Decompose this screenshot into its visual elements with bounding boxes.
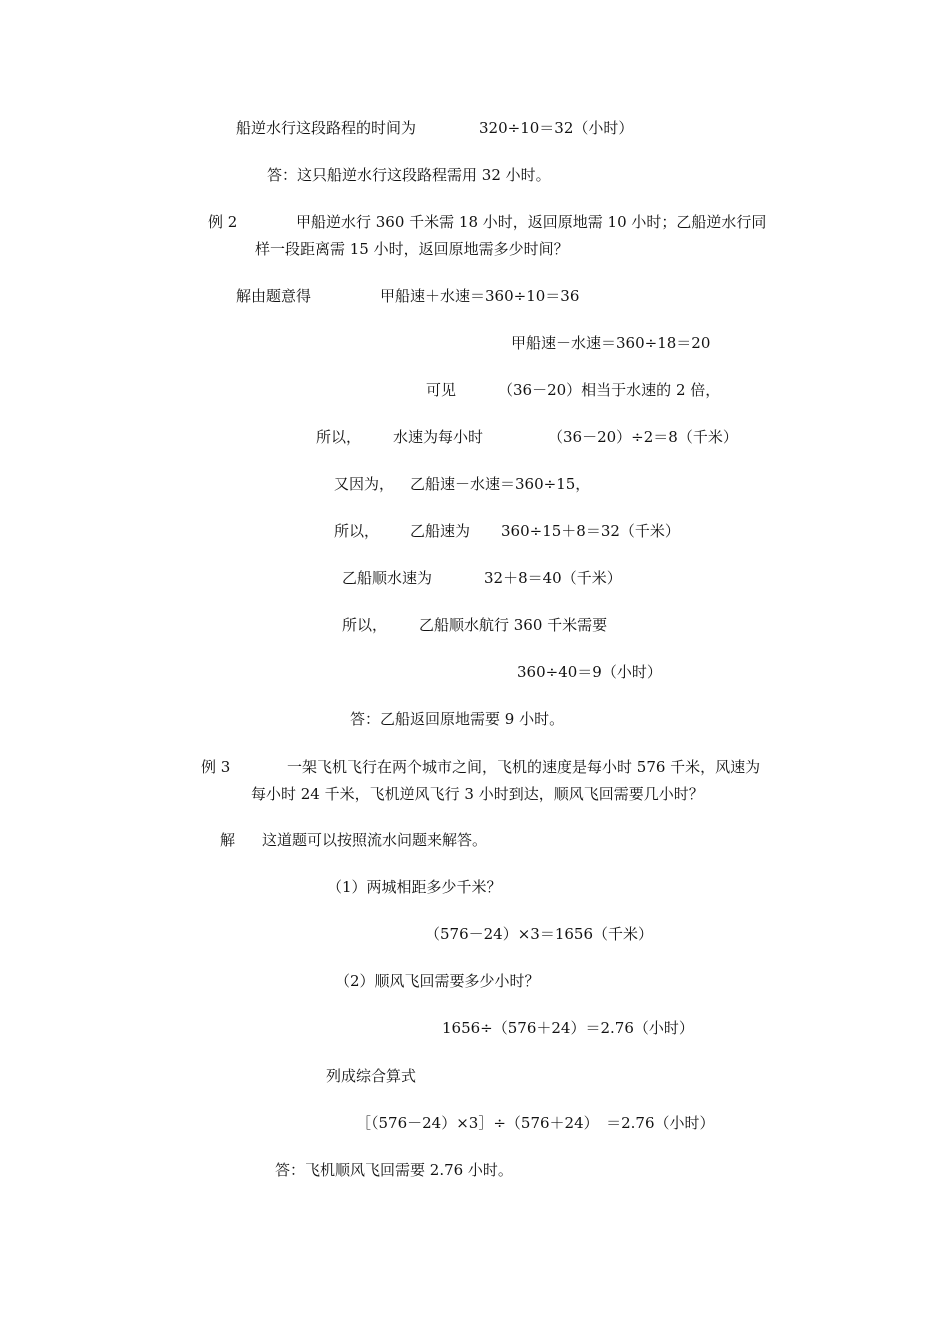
- step-text: 所以，: [316, 428, 362, 446]
- equation: 1656÷（576＋24）＝2.76（小时）: [442, 1019, 694, 1037]
- equation: （36－20）÷2＝8（千米）: [548, 428, 738, 446]
- problem-text: 样一段距离需 15 小时，返回原地需多少时间？: [255, 240, 569, 258]
- problem-text: 每小时 24 千米，飞机逆风飞行 3 小时到达，顺风飞回需要几小时？: [251, 785, 704, 803]
- problem-text: 一架飞机飞行在两个城市之间，飞机的速度是每小时 576 千米，风速为: [287, 758, 761, 776]
- answer-text: 答：这只船逆水行这段路程需用 32 小时。: [267, 166, 551, 184]
- step-text: 又因为，: [334, 475, 395, 493]
- equation: ［（576－24）×3］÷（576＋24） ＝2.76（小时）: [356, 1114, 715, 1132]
- step-text: （36－20）相当于水速的 2 倍，: [498, 381, 721, 399]
- example-label: 例 3: [201, 758, 231, 776]
- answer-text: 答：乙船返回原地需要 9 小时。: [350, 710, 565, 728]
- step-text: 所以，: [334, 522, 380, 540]
- answer-text: 答：飞机顺风飞回需要 2.76 小时。: [275, 1161, 513, 1179]
- step-text: 乙船顺水速为: [342, 569, 433, 587]
- equation: 360÷15＋8＝32（千米）: [501, 522, 680, 540]
- step-text: 可见: [426, 381, 457, 399]
- equation: 甲船速－水速＝360÷18＝20: [511, 334, 711, 352]
- solution-label: 解: [220, 831, 236, 849]
- step-text: 水速为每小时: [393, 428, 484, 446]
- equation: 360÷40＝9（小时）: [517, 663, 662, 681]
- example-label: 例 2: [208, 213, 238, 231]
- step-text: 乙船顺水航行 360 千米需要: [419, 616, 608, 634]
- step-text: 乙船速为: [410, 522, 471, 540]
- step-text: 所以，: [342, 616, 388, 634]
- problem-text: 甲船逆水行 360 千米需 18 小时，返回原地需 10 小时；乙船逆水行同: [296, 213, 767, 231]
- step-text: （2）顺风飞回需要多少小时？: [335, 972, 540, 990]
- equation: （576－24）×3＝1656（千米）: [425, 925, 654, 943]
- solution-label: 解由题意得: [236, 287, 312, 305]
- step-text: （1）两城相距多少千米？: [327, 878, 502, 896]
- step-text: 船逆水行这段路程的时间为: [236, 119, 417, 137]
- equation: 乙船速－水速＝360÷15，: [410, 475, 591, 493]
- equation: 320÷10＝32（小时）: [479, 119, 634, 137]
- equation: 32＋8＝40（千米）: [484, 569, 622, 587]
- equation: 甲船速＋水速＝360÷10＝36: [380, 287, 580, 305]
- step-text: 列成综合算式: [326, 1067, 417, 1085]
- step-text: 这道题可以按照流水问题来解答。: [262, 831, 488, 849]
